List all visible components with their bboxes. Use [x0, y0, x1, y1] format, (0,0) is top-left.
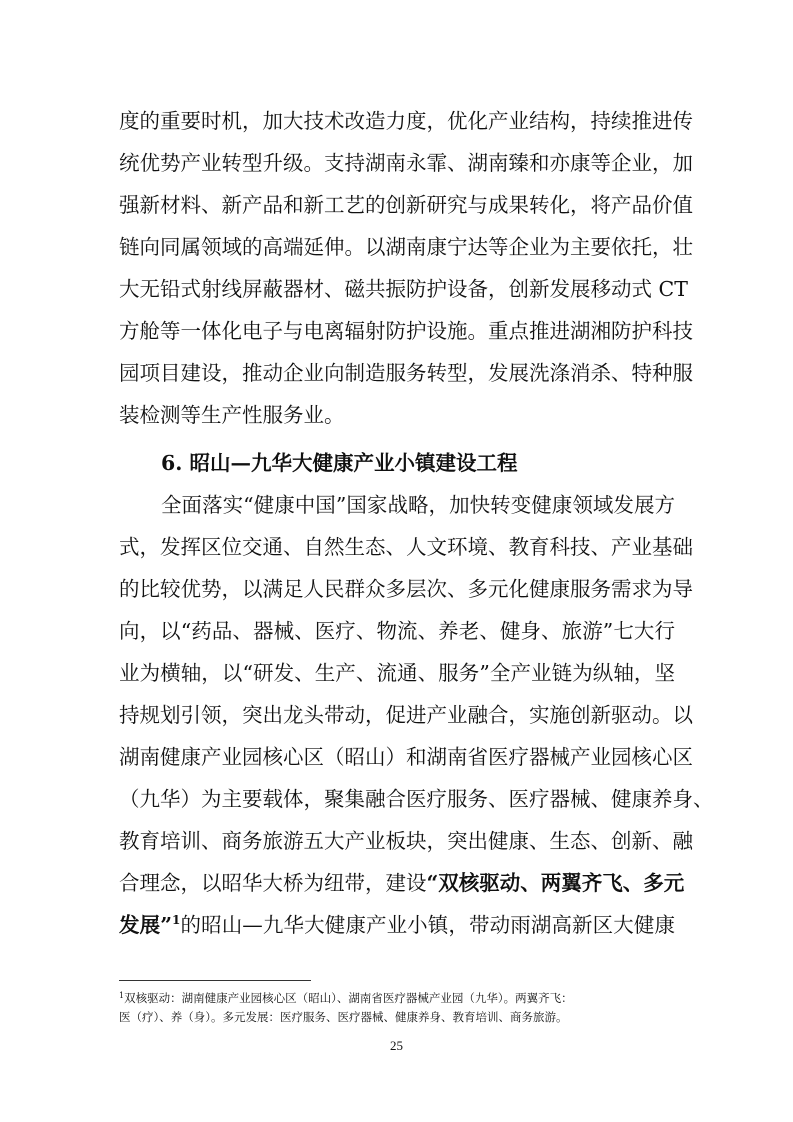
text-line: 链向同属领域的高端延伸。以湖南康宁达等企业为主要依托，壮	[119, 235, 693, 259]
text-line: 的比较优势，以满足人民群众多层次、多元化健康服务需求为导	[119, 577, 693, 601]
text-line: 方舱等一体化电子与电离辐射防护设施。重点推进湖湘防护科技	[119, 319, 693, 343]
text-line: 强新材料、新产品和新工艺的创新研究与成果转化，将产品价值	[119, 193, 693, 217]
text-line: 业为横轴，以“研发、生产、流通、服务”全产业链为纵轴，坚	[119, 661, 675, 685]
text-line	[119, 905, 675, 945]
text-line: 持规划引领，突出龙头带动，促进产业融合，实施创新驱动。以	[119, 703, 693, 727]
text-line: 度的重要时机，加大技术改造力度，优化产业结构，持续推进传	[119, 109, 693, 133]
text-line: 湖南健康产业园核心区（昭山）和湖南省医疗器械产业园核心区	[119, 745, 693, 769]
text-line: 向，以“药品、器械、医疗、物流、养老、健身、旅游”七大行	[119, 619, 675, 643]
footnote-reference[interactable]: 1	[172, 913, 181, 927]
text-line: 教育培训、商务旅游五大产业板块，突出健康、生态、创新、融	[119, 829, 693, 853]
footnote-text: 医（疗）、养（身）。多元发展：医疗服务、医疗器械、健康养身、教育培训、商务旅游。	[119, 1010, 568, 1024]
page-number: 25	[390, 1038, 403, 1053]
section-heading: 6. 昭山—九华大健康产业小镇建设工程	[161, 451, 518, 475]
text-line: 统优势产业转型升级。支持湖南永霏、湖南臻和亦康等企业，加	[119, 151, 693, 175]
emphasis-text: “双核驱动、两翼齐飞、多元	[426, 871, 685, 895]
text-line: （九华）为主要载体，聚集融合医疗服务、医疗器械、健康养身、	[119, 787, 714, 811]
text-line: 全面落实“健康中国”国家战略，加快转变健康领域发展方	[161, 493, 675, 517]
emphasis-text: 发展”	[119, 913, 173, 937]
line-text: 合理念，以昭华大桥为纽带，建设	[119, 871, 427, 895]
footnote-divider	[119, 980, 311, 981]
text-line: 装检测等生产性服务业。	[119, 403, 345, 427]
text-line: 式，发挥区位交通、自然生态、人文环境、教育科技、产业基础	[119, 535, 693, 559]
footnote-text: 双核驱动：湖南健康产业园核心区（昭山）、湖南省医疗器械产业园（九华）。两翼齐飞：	[124, 991, 573, 1005]
text-line: 大无铅式射线屏蔽器材、磁共振防护设备，创新发展移动式 CT	[119, 277, 688, 301]
text-line	[119, 863, 685, 903]
footnote-line	[119, 989, 675, 1007]
footnote-line	[119, 1008, 675, 1026]
footnote-marker: 1	[119, 991, 125, 1000]
text-line: 园项目建设，推动企业向制造服务转型，发展洗涤消杀、特种服	[119, 361, 693, 385]
line-text: 的昭山—九华大健康产业小镇，带动雨湖高新区大健康	[180, 913, 675, 937]
